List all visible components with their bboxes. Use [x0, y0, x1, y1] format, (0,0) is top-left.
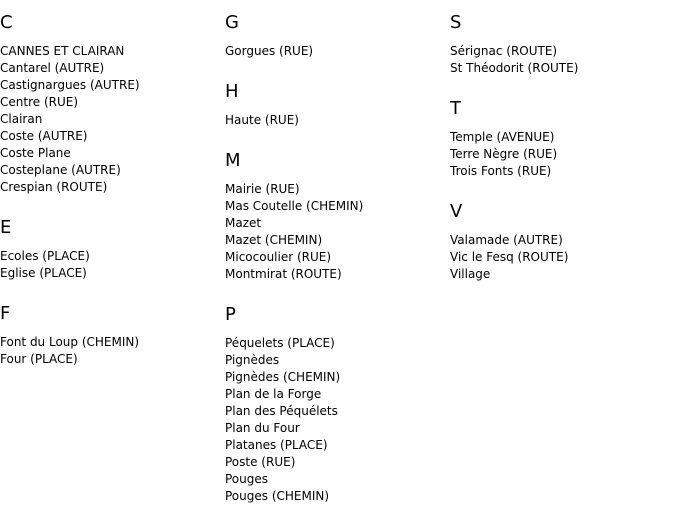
- street-item[interactable]: Mazet: [225, 216, 262, 230]
- street-list: [225, 112, 440, 129]
- street-item[interactable]: Terre Nègre (RUE): [450, 147, 558, 161]
- street-item[interactable]: Cantarel (AUTRE): [0, 61, 105, 75]
- letter-group-t: [450, 98, 665, 180]
- letter-heading: T: [450, 98, 461, 119]
- street-item[interactable]: Temple (AVENUE): [450, 130, 555, 144]
- street-item[interactable]: Pouges (CHEMIN): [225, 489, 330, 503]
- street-item[interactable]: Clairan: [0, 112, 43, 126]
- street-item[interactable]: Pignèdes: [225, 353, 280, 367]
- letter-group-g: [225, 12, 440, 60]
- street-item[interactable]: Ecoles (PLACE): [0, 249, 90, 263]
- letter-heading: H: [225, 81, 239, 102]
- letter-heading: M: [225, 150, 241, 171]
- street-list: [450, 232, 665, 283]
- street-item[interactable]: Haute (RUE): [225, 113, 299, 127]
- street-item[interactable]: Poste (RUE): [225, 455, 296, 469]
- letter-group-f: [0, 303, 215, 368]
- street-item[interactable]: Trois Fonts (RUE): [450, 164, 552, 178]
- street-item[interactable]: Vic le Fesq (ROUTE): [450, 250, 569, 264]
- street-item[interactable]: Four (PLACE): [0, 352, 78, 366]
- street-item[interactable]: Font du Loup (CHEMIN): [0, 335, 140, 349]
- letter-heading: F: [0, 303, 11, 324]
- street-list: [225, 335, 440, 505]
- letter-group-m: [225, 150, 440, 283]
- letter-heading: C: [0, 12, 13, 33]
- street-item[interactable]: Mazet (CHEMIN): [225, 233, 323, 247]
- street-list: [225, 181, 440, 283]
- street-item[interactable]: Village: [450, 267, 491, 281]
- street-list: [450, 129, 665, 180]
- letter-heading: P: [225, 304, 236, 325]
- letter-group-h: [225, 81, 440, 129]
- street-item[interactable]: Mairie (RUE): [225, 182, 300, 196]
- street-list: [225, 43, 440, 60]
- street-item[interactable]: Micocoulier (RUE): [225, 250, 332, 264]
- street-item[interactable]: Costeplane (AUTRE): [0, 163, 121, 177]
- street-list: [0, 43, 215, 196]
- letter-group-c: [0, 12, 215, 196]
- letter-heading: G: [225, 12, 239, 33]
- street-item[interactable]: Castignargues (AUTRE): [0, 78, 140, 92]
- street-item[interactable]: Pouges: [225, 472, 269, 486]
- letter-heading: V: [450, 201, 463, 222]
- street-list: [0, 334, 215, 368]
- street-item[interactable]: Gorgues (RUE): [225, 44, 314, 58]
- column-3: [450, 12, 665, 283]
- street-item[interactable]: Péquelets (PLACE): [225, 336, 335, 350]
- street-item[interactable]: Plan du Four: [225, 421, 300, 435]
- letter-group-p: [225, 304, 440, 505]
- street-item[interactable]: Sérignac (ROUTE): [450, 44, 558, 58]
- street-item[interactable]: Montmirat (ROUTE): [225, 267, 342, 281]
- street-item[interactable]: Plan des Péquélets: [225, 404, 338, 418]
- column-2: [225, 12, 440, 505]
- street-item[interactable]: Valamade (AUTRE): [450, 233, 563, 247]
- street-list: [0, 248, 215, 282]
- street-item[interactable]: Eglise (PLACE): [0, 266, 87, 280]
- street-item[interactable]: Crespian (ROUTE): [0, 180, 108, 194]
- street-item[interactable]: Coste Plane: [0, 146, 71, 160]
- street-item[interactable]: St Théodorit (ROUTE): [450, 61, 579, 75]
- street-item[interactable]: Mas Coutelle (CHEMIN): [225, 199, 364, 213]
- street-list: [450, 43, 665, 77]
- street-item[interactable]: Platanes (PLACE): [225, 438, 328, 452]
- letter-heading: S: [450, 12, 462, 33]
- letter-group-e: [0, 217, 215, 282]
- letter-group-s: [450, 12, 665, 77]
- street-item[interactable]: Coste (AUTRE): [0, 129, 88, 143]
- street-item[interactable]: Plan de la Forge: [225, 387, 322, 401]
- street-item[interactable]: Pignèdes (CHEMIN): [225, 370, 341, 384]
- column-1: [0, 12, 215, 368]
- letter-group-v: [450, 201, 665, 283]
- street-item[interactable]: CANNES ET CLAIRAN: [0, 44, 125, 58]
- letter-heading: E: [0, 217, 12, 238]
- street-item[interactable]: Centre (RUE): [0, 95, 79, 109]
